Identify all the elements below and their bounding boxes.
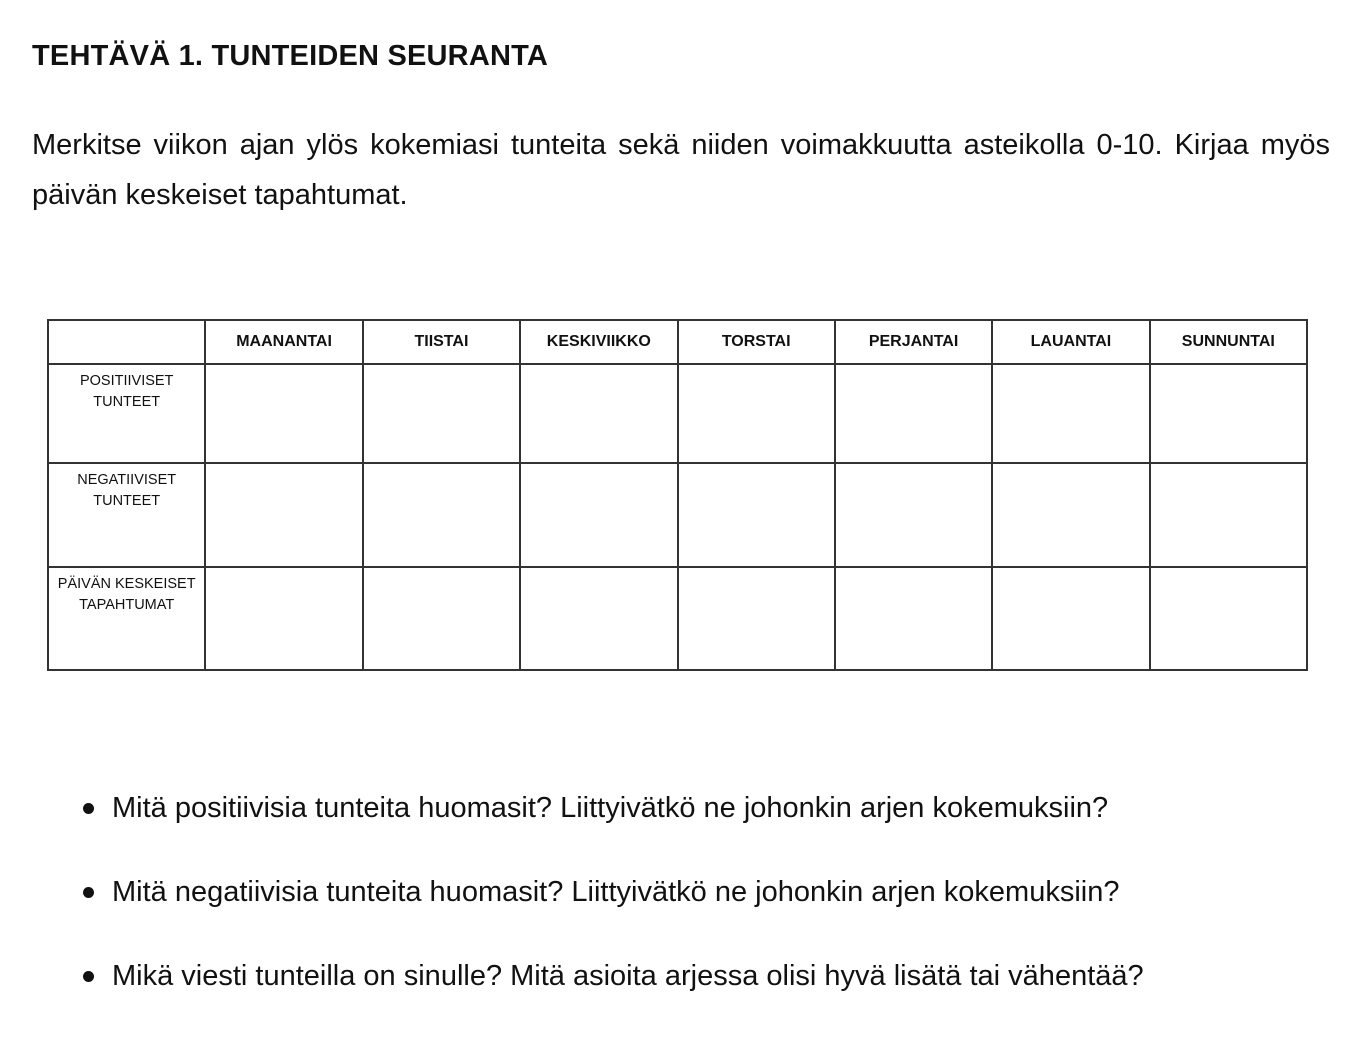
question-text: Mitä negatiivisia tunteita huomasit? Liittyivätkö ne johonkin arjen kokemuksiin?: [112, 876, 1120, 908]
entry-cell[interactable]: [835, 364, 992, 463]
emotion-tracking-table: [47, 319, 1308, 671]
entry-cell[interactable]: [835, 567, 992, 670]
bullet-icon: [83, 887, 94, 898]
day-header: TORSTAI: [678, 320, 835, 364]
instructions: Merkitse viikon ajan ylös kokemiasi tunteita sekä niiden voimakkuutta asteikolla 0-10. Kirjaa myös päivän keskeiset tapahtumat.: [32, 129, 1330, 211]
day-header: SUNNUNTAI: [1150, 320, 1307, 364]
day-header: KESKIVIIKKO: [520, 320, 677, 364]
corner-cell: [48, 320, 205, 364]
table-header-row: [48, 320, 1307, 364]
day-header: MAANANTAI: [205, 320, 362, 364]
entry-cell[interactable]: [363, 463, 520, 567]
entry-cell[interactable]: [1150, 364, 1307, 463]
entry-cell[interactable]: [678, 463, 835, 567]
table-row: [48, 364, 1307, 463]
list-item: [80, 867, 1144, 951]
entry-cell[interactable]: [678, 567, 835, 670]
entry-cell[interactable]: [992, 567, 1149, 670]
entry-cell[interactable]: [520, 364, 677, 463]
table-row: [48, 463, 1307, 567]
table-row: [48, 567, 1307, 670]
row-label: POSITIIVISET TUNTEET: [48, 364, 205, 463]
entry-cell[interactable]: [678, 364, 835, 463]
entry-cell[interactable]: [205, 567, 362, 670]
day-header: PERJANTAI: [835, 320, 992, 364]
entry-cell[interactable]: [992, 364, 1149, 463]
bullet-icon: [83, 803, 94, 814]
question-text: Mitä positiivisia tunteita huomasit? Liittyivätkö ne johonkin arjen kokemuksiin?: [112, 792, 1109, 824]
entry-cell[interactable]: [992, 463, 1149, 567]
list-item: [80, 951, 1144, 1035]
row-label: NEGATIIVISET TUNTEET: [48, 463, 205, 567]
row-label: PÄIVÄN KESKEISET TAPAHTUMAT: [48, 567, 205, 670]
entry-cell[interactable]: [520, 463, 677, 567]
entry-cell[interactable]: [363, 567, 520, 670]
entry-cell[interactable]: [835, 463, 992, 567]
entry-cell[interactable]: [205, 364, 362, 463]
entry-cell[interactable]: [1150, 567, 1307, 670]
day-header: LAUANTAI: [992, 320, 1149, 364]
list-item: [80, 783, 1144, 867]
reflection-questions: [80, 783, 1144, 1035]
entry-cell[interactable]: [363, 364, 520, 463]
entry-cell[interactable]: [520, 567, 677, 670]
entry-cell[interactable]: [205, 463, 362, 567]
page-title: TEHTÄVÄ 1. TUNTEIDEN SEURANTA: [32, 40, 549, 72]
question-text: Mikä viesti tunteilla on sinulle? Mitä asioita arjessa olisi hyvä lisätä tai vähentää?: [112, 960, 1144, 992]
day-header: TIISTAI: [363, 320, 520, 364]
bullet-icon: [83, 971, 94, 982]
entry-cell[interactable]: [1150, 463, 1307, 567]
